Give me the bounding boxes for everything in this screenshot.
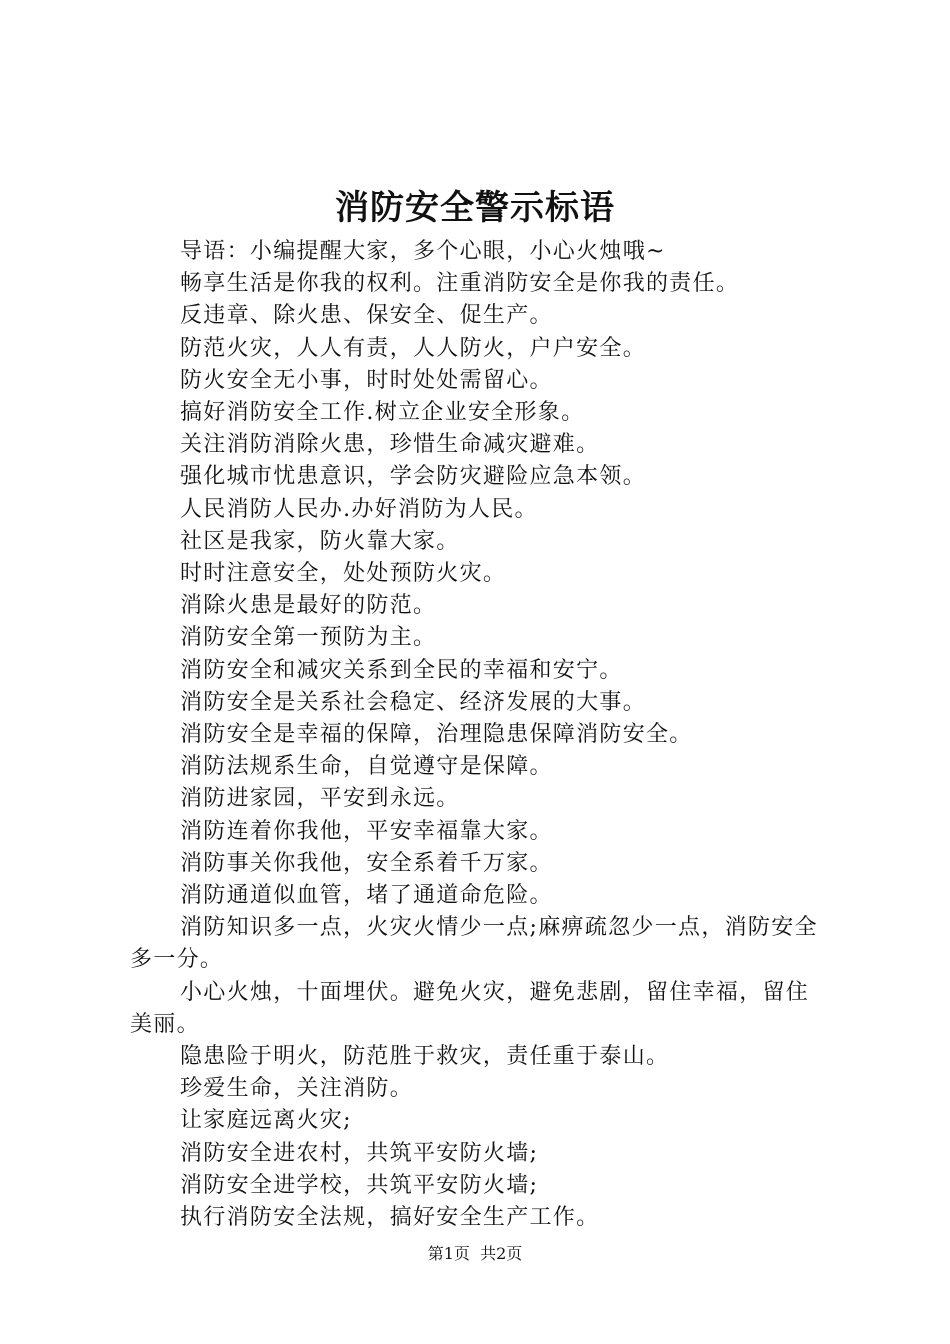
paragraph: 消除火患是最好的防范。 xyxy=(180,593,437,619)
paragraph: 时时注意安全，处处预防火灾。 xyxy=(180,561,507,587)
page-footer: 第1页 共2页 xyxy=(427,1244,523,1263)
paragraph: 小心火烛，十面埋伏。避免火灾，避免悲剧，留住幸福，留住美丽。 xyxy=(130,979,810,1037)
paragraph: 社区是我家，防火靠大家。 xyxy=(180,528,460,554)
paragraph: 消防事关你我他，安全系着千万家。 xyxy=(180,850,553,876)
paragraph: 让家庭远离火灾; xyxy=(180,1108,352,1134)
paragraph: 执行消防安全法规，搞好安全生产工作。 xyxy=(180,1205,600,1231)
paragraph: 消防进家园，平安到永远。 xyxy=(180,786,460,812)
paragraph: 消防知识多一点，火灾火情少一点;麻痹疏忽少一点，消防安全多一分。 xyxy=(130,915,818,973)
paragraph: 消防安全进农村，共筑平安防火墙; xyxy=(180,1140,539,1166)
paragraph: 人民消防人民办.办好消防为人民。 xyxy=(180,496,538,522)
paragraph: 消防连着你我他，平安幸福靠大家。 xyxy=(180,818,553,844)
paragraph: 关注消防消除火患，珍惜生命减灾避难。 xyxy=(180,432,600,458)
paragraph: 隐患险于明火，防范胜于救灾，责任重于泰山。 xyxy=(180,1044,670,1070)
paragraph: 畅享生活是你我的权利。注重消防安全是你我的责任。 xyxy=(180,271,740,297)
paragraph: 搞好消防安全工作.树立企业安全形象。 xyxy=(180,400,585,426)
paragraph: 消防安全是关系社会稳定、经济发展的大事。 xyxy=(180,689,647,715)
paragraph: 防火安全无小事，时时处处需留心。 xyxy=(180,367,553,393)
paragraph: 珍爱生命，关注消防。 xyxy=(180,1076,414,1102)
paragraph: 导语：小编提醒大家，多个心眼，小心火烛哦~ xyxy=(180,239,666,264)
paragraph: 消防通道似血管，堵了通道命危险。 xyxy=(180,883,553,909)
paragraph: 反违章、除火患、保安全、促生产。 xyxy=(180,303,553,329)
paragraph: 消防安全进学校，共筑平安防火墙; xyxy=(180,1172,539,1198)
document-title: 消防安全警示标语 xyxy=(335,188,615,228)
paragraph: 消防法规系生命，自觉遵守是保障。 xyxy=(180,754,553,780)
paragraph: 消防安全第一预防为主。 xyxy=(180,625,437,651)
paragraph: 防范火灾，人人有责，人人防火，户户安全。 xyxy=(180,335,647,361)
paragraph: 强化城市忧患意识，学会防灾避险应急本领。 xyxy=(180,464,647,490)
paragraph: 消防安全是幸福的保障，治理隐患保障消防安全。 xyxy=(180,722,693,748)
document-body xyxy=(130,236,830,1234)
paragraph: 消防安全和减灾关系到全民的幸福和安宁。 xyxy=(180,657,623,683)
